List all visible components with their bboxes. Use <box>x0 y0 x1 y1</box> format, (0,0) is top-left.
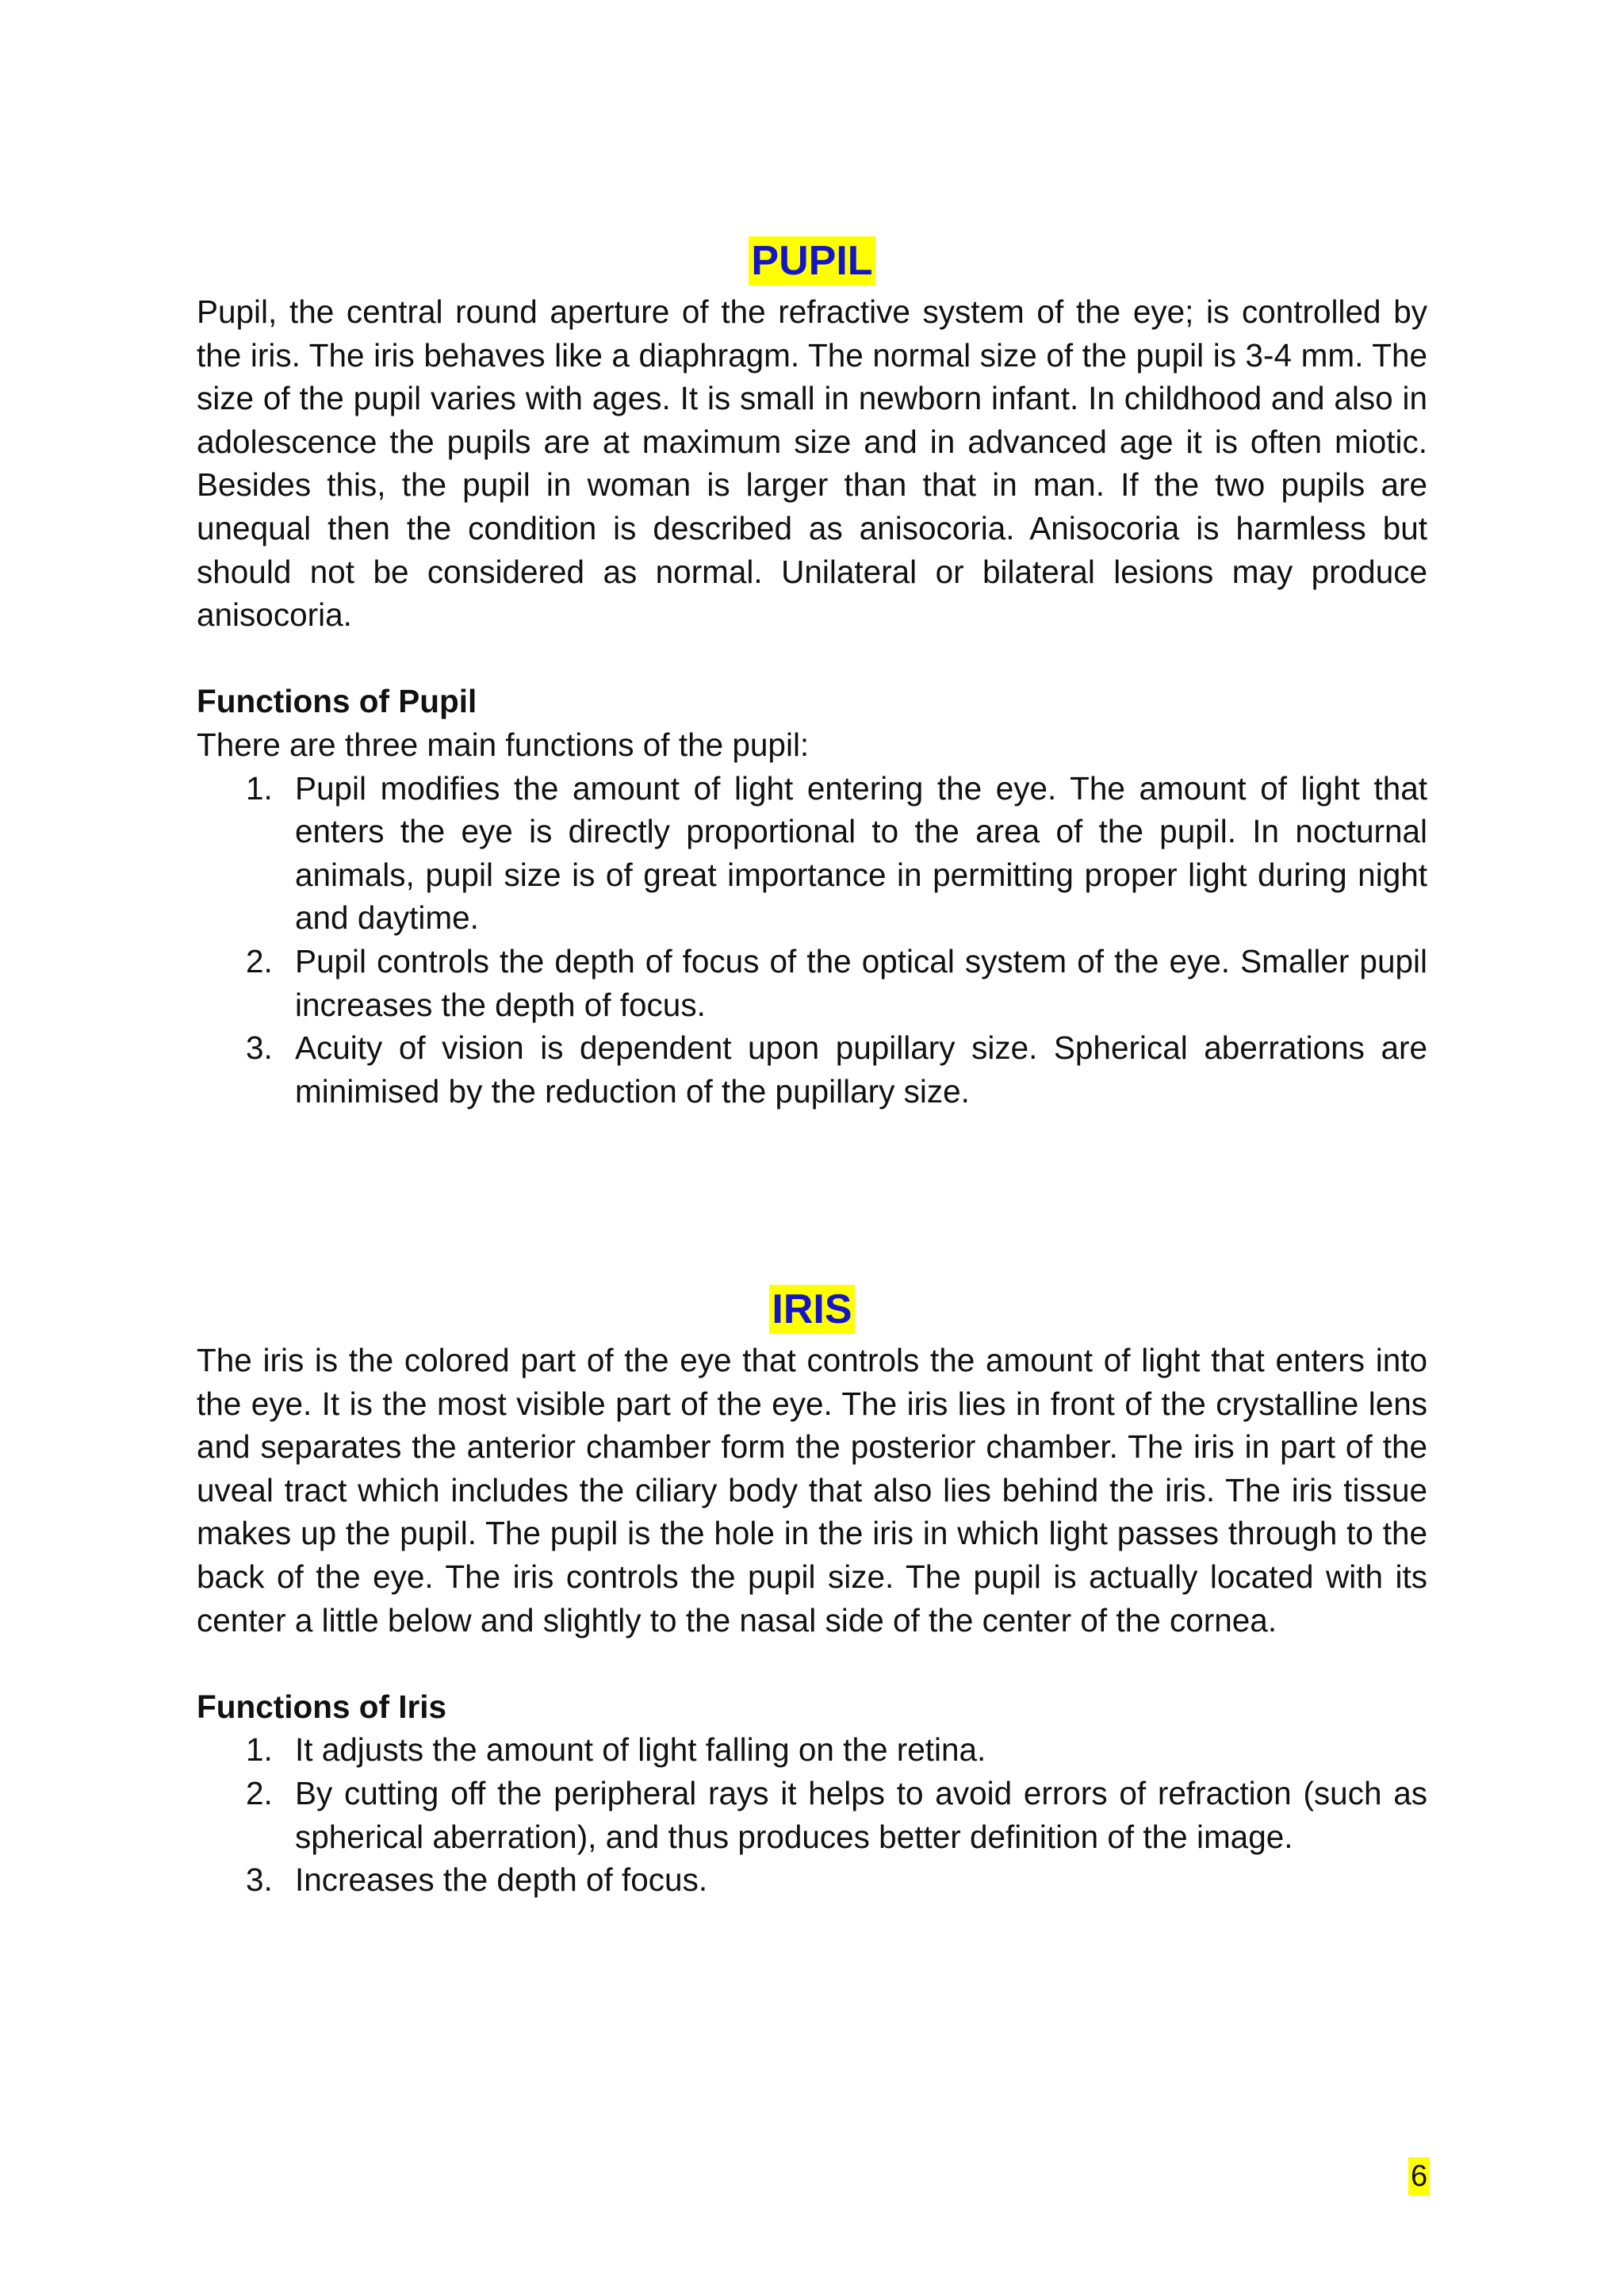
iris-heading: IRIS <box>769 1285 854 1334</box>
iris-section <box>197 1285 1427 1902</box>
pupil-heading: PUPIL <box>749 236 875 286</box>
iris-functions-list <box>197 1728 1427 1901</box>
pupil-intro-paragraph: Pupil, the central round aperture of the refractive system of the eye; is controlled by the iris. The iris behaves like a diaphragm. The normal size of the pupil is 3-4 mm. The size of the pupil varies with ages. It is small in newborn infant. In childhood and also in adolescence the pupils are at maximum size and in advanced age it is often miotic. Besides this, the pupil in woman is larger than that in man. If the two pupils are unequal then the condition is described as anisocoria. Anisocoria is harmless but should not be considered as normal. Unilateral or bilateral lesions may produce anisocoria. <box>197 293 1427 634</box>
list-item <box>197 940 1427 1026</box>
list-number: 2. <box>246 1774 273 1811</box>
list-number: 1. <box>246 769 273 807</box>
pupil-section <box>197 236 1427 1113</box>
list-number: 2. <box>246 942 273 979</box>
iris-heading-wrap <box>197 1285 1427 1337</box>
list-item-text: Pupil modifies the amount of light entering the eye. The amount of light that enters the eye is directly proportional to the area of the pupil. In nocturnal animals, pupil size is of great importance in permitting proper light during night and daytime. <box>295 769 1427 937</box>
page-number: 6 <box>1408 2157 1430 2195</box>
list-item <box>197 767 1427 940</box>
list-item-text: Increases the depth of focus. <box>295 1861 708 1899</box>
list-item-text: By cutting off the peripheral rays it helps to avoid errors of refraction (such as spherical aberration), and thus produces better definition of the image. <box>295 1774 1427 1855</box>
list-number: 3. <box>246 1861 273 1899</box>
list-item <box>197 1858 1427 1902</box>
iris-functions-heading: Functions of Iris <box>197 1688 447 1725</box>
list-item-text: Pupil controls the depth of focus of the optical system of the eye. Smaller pupil increases the depth of focus. <box>295 942 1427 1023</box>
spacer <box>197 637 1427 680</box>
list-item <box>197 1728 1427 1772</box>
list-item-text: It adjusts the amount of light falling on the retina. <box>295 1731 986 1769</box>
list-number: 3. <box>246 1029 273 1067</box>
pupil-functions-list <box>197 767 1427 1114</box>
list-number: 1. <box>246 1731 273 1769</box>
pupil-functions-lead: There are three main functions of the pupil: <box>197 726 810 763</box>
pupil-heading-wrap <box>197 236 1427 289</box>
pupil-functions-heading: Functions of Pupil <box>197 683 477 720</box>
list-item-text: Acuity of vision is dependent upon pupillary size. Spherical aberrations are minimised by the reduction of the pupillary size. <box>295 1029 1427 1110</box>
list-item <box>197 1026 1427 1113</box>
spacer <box>197 1642 1427 1685</box>
iris-intro-paragraph: The iris is the colored part of the eye that controls the amount of light that enters into the eye. It is the most visible part of the eye. The iris lies in front of the crystalline lens and separates the anterior chamber form the posterior chamber. The iris in part of the uveal tract which includes the ciliary body that also lies behind the iris. The iris tissue makes up the pupil. The pupil is the hole in the iris in which light passes through to the back of the eye. The iris controls the pupil size. The pupil is actually located with its center a little below and slightly to the nasal side of the center of the cornea. <box>197 1342 1427 1639</box>
list-item <box>197 1772 1427 1858</box>
